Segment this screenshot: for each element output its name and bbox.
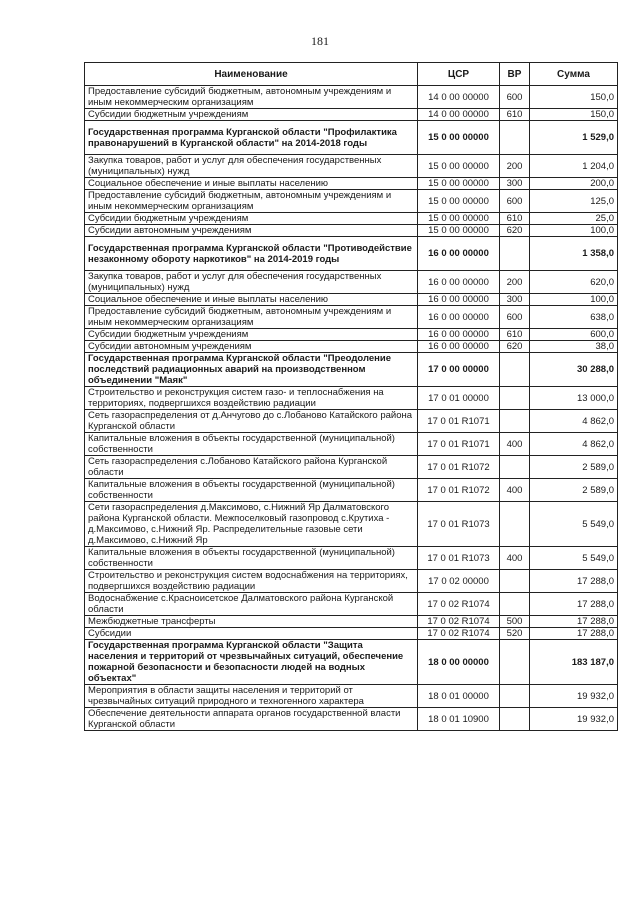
table-row — [85, 155, 618, 178]
row-csr: 18 0 00 00000 — [418, 640, 500, 685]
row-vr — [500, 410, 530, 433]
header-vr: ВР — [500, 63, 530, 86]
table-row — [85, 570, 618, 593]
row-name: Капитальные вложения в объекты государственной (муниципальной) собственности — [85, 433, 418, 456]
row-sum: 1 358,0 — [530, 237, 618, 271]
row-csr: 17 0 02 R1074 — [418, 628, 500, 640]
row-csr: 17 0 01 00000 — [418, 387, 500, 410]
row-csr: 15 0 00 00000 — [418, 213, 500, 225]
row-sum: 1 204,0 — [530, 155, 618, 178]
row-sum: 600,0 — [530, 329, 618, 341]
row-sum: 150,0 — [530, 109, 618, 121]
row-sum: 30 288,0 — [530, 353, 618, 387]
table-row — [85, 479, 618, 502]
table-row — [85, 109, 618, 121]
table-row — [85, 213, 618, 225]
row-csr: 16 0 00 00000 — [418, 306, 500, 329]
row-csr: 16 0 00 00000 — [418, 271, 500, 294]
row-sum: 125,0 — [530, 190, 618, 213]
row-csr: 17 0 01 R1071 — [418, 410, 500, 433]
table-row — [85, 225, 618, 237]
row-sum: 150,0 — [530, 86, 618, 109]
row-csr: 17 0 00 00000 — [418, 353, 500, 387]
row-vr: 620 — [500, 225, 530, 237]
header-sum: Сумма — [530, 63, 618, 86]
budget-table — [84, 62, 618, 731]
row-vr — [500, 387, 530, 410]
row-csr: 18 0 01 10900 — [418, 708, 500, 731]
row-name: Субсидии автономным учреждениям — [85, 225, 418, 237]
row-sum: 200,0 — [530, 178, 618, 190]
row-name: Субсидии бюджетным учреждениям — [85, 109, 418, 121]
row-csr: 17 0 01 R1072 — [418, 479, 500, 502]
row-vr: 300 — [500, 294, 530, 306]
row-vr — [500, 121, 530, 155]
row-sum: 2 589,0 — [530, 479, 618, 502]
row-vr: 400 — [500, 479, 530, 502]
row-csr: 16 0 00 00000 — [418, 237, 500, 271]
table-row — [85, 121, 618, 155]
row-sum: 25,0 — [530, 213, 618, 225]
table-row — [85, 341, 618, 353]
row-vr — [500, 570, 530, 593]
row-csr: 16 0 00 00000 — [418, 329, 500, 341]
row-vr: 400 — [500, 433, 530, 456]
row-name: Сети газораспределения д.Максимово, с.Нижний Яр Далматовского района Курганской области. Межпоселковый газопровод с.Крутиха - д.Максимово, с.Нижний Яр. Распределительные газовые сети д.Максимово, с.Нижний Яр — [85, 502, 418, 547]
row-csr: 18 0 01 00000 — [418, 685, 500, 708]
table-row — [85, 685, 618, 708]
table-row — [85, 271, 618, 294]
table-row — [85, 708, 618, 731]
table-row — [85, 593, 618, 616]
row-sum: 17 288,0 — [530, 570, 618, 593]
row-vr — [500, 708, 530, 731]
row-sum: 100,0 — [530, 294, 618, 306]
row-name: Субсидии — [85, 628, 418, 640]
row-name: Сеть газораспределения с.Лобаново Катайского района Курганской области — [85, 456, 418, 479]
table-row — [85, 628, 618, 640]
row-name: Государственная программа Курганской области "Противодействие незаконному обороту наркотиков" на 2014-2019 годы — [85, 237, 418, 271]
row-vr: 200 — [500, 155, 530, 178]
table-row — [85, 306, 618, 329]
row-csr: 14 0 00 00000 — [418, 86, 500, 109]
row-vr: 610 — [500, 329, 530, 341]
row-sum: 1 529,0 — [530, 121, 618, 155]
table-body — [85, 86, 618, 731]
row-name: Водоснабжение с.Красноисетское Далматовского района Курганской области — [85, 593, 418, 616]
row-name: Социальное обеспечение и иные выплаты населению — [85, 294, 418, 306]
table-row — [85, 547, 618, 570]
row-name: Социальное обеспечение и иные выплаты населению — [85, 178, 418, 190]
row-name: Межбюджетные трансферты — [85, 616, 418, 628]
row-csr: 15 0 00 00000 — [418, 155, 500, 178]
row-name: Мероприятия в области защиты населения и территорий от чрезвычайных ситуаций природного и техногенного характера — [85, 685, 418, 708]
table-row — [85, 86, 618, 109]
row-vr — [500, 685, 530, 708]
row-vr: 400 — [500, 547, 530, 570]
row-name: Государственная программа Курганской области "Профилактика правонарушений в Курганской области" на 2014-2018 годы — [85, 121, 418, 155]
row-vr — [500, 237, 530, 271]
row-csr: 15 0 00 00000 — [418, 225, 500, 237]
table-row — [85, 329, 618, 341]
row-sum: 17 288,0 — [530, 628, 618, 640]
row-sum: 100,0 — [530, 225, 618, 237]
table-row — [85, 502, 618, 547]
row-name: Обеспечение деятельности аппарата органов государственной власти Курганской области — [85, 708, 418, 731]
row-name: Предоставление субсидий бюджетным, автономным учреждениям и иным некоммерческим организациям — [85, 306, 418, 329]
row-csr: 17 0 01 R1071 — [418, 433, 500, 456]
table-row — [85, 294, 618, 306]
row-name: Строительство и реконструкция систем газо- и теплоснабжения на территориях, подвергшихся воздействию радиации — [85, 387, 418, 410]
row-vr: 600 — [500, 306, 530, 329]
row-sum: 183 187,0 — [530, 640, 618, 685]
table-row — [85, 616, 618, 628]
row-name: Субсидии автономным учреждениям — [85, 341, 418, 353]
row-csr: 17 0 01 R1073 — [418, 502, 500, 547]
row-csr: 17 0 01 R1073 — [418, 547, 500, 570]
row-sum: 2 589,0 — [530, 456, 618, 479]
row-vr — [500, 456, 530, 479]
row-name: Закупка товаров, работ и услуг для обеспечения государственных (муниципальных) нужд — [85, 271, 418, 294]
row-csr: 17 0 02 R1074 — [418, 616, 500, 628]
row-csr: 14 0 00 00000 — [418, 109, 500, 121]
row-name: Субсидии бюджетным учреждениям — [85, 213, 418, 225]
row-name: Капитальные вложения в объекты государственной (муниципальной) собственности — [85, 547, 418, 570]
row-vr: 610 — [500, 213, 530, 225]
row-vr: 200 — [500, 271, 530, 294]
row-vr: 600 — [500, 86, 530, 109]
row-vr — [500, 593, 530, 616]
row-sum: 19 932,0 — [530, 708, 618, 731]
row-name: Предоставление субсидий бюджетным, автономным учреждениям и иным некоммерческим организациям — [85, 86, 418, 109]
row-sum: 17 288,0 — [530, 616, 618, 628]
row-name: Предоставление субсидий бюджетным, автономным учреждениям и иным некоммерческим организациям — [85, 190, 418, 213]
row-csr: 15 0 00 00000 — [418, 190, 500, 213]
row-name: Сеть газораспределения от д.Анчугово до с.Лобаново Катайского района Курганской области — [85, 410, 418, 433]
row-sum: 19 932,0 — [530, 685, 618, 708]
row-csr: 15 0 00 00000 — [418, 178, 500, 190]
row-sum: 38,0 — [530, 341, 618, 353]
row-name: Капитальные вложения в объекты государственной (муниципальной) собственности — [85, 479, 418, 502]
row-name: Государственная программа Курганской области "Защита населения и территорий от чрезвычайных ситуаций, обеспечение пожарной безопасности и безопасности людей на водных объектах" — [85, 640, 418, 685]
row-csr: 17 0 02 00000 — [418, 570, 500, 593]
row-sum: 5 549,0 — [530, 502, 618, 547]
table-row — [85, 190, 618, 213]
row-sum: 4 862,0 — [530, 410, 618, 433]
row-name: Закупка товаров, работ и услуг для обеспечения государственных (муниципальных) нужд — [85, 155, 418, 178]
row-sum: 620,0 — [530, 271, 618, 294]
page-number: 181 — [311, 34, 329, 48]
row-sum: 4 862,0 — [530, 433, 618, 456]
row-sum: 5 549,0 — [530, 547, 618, 570]
row-vr: 610 — [500, 109, 530, 121]
table-row — [85, 353, 618, 387]
row-vr: 500 — [500, 616, 530, 628]
row-sum: 13 000,0 — [530, 387, 618, 410]
row-csr: 17 0 01 R1072 — [418, 456, 500, 479]
table-row — [85, 387, 618, 410]
row-vr: 300 — [500, 178, 530, 190]
table-row — [85, 410, 618, 433]
row-name: Субсидии бюджетным учреждениям — [85, 329, 418, 341]
row-vr: 600 — [500, 190, 530, 213]
table-row — [85, 433, 618, 456]
row-vr — [500, 640, 530, 685]
row-vr: 620 — [500, 341, 530, 353]
header-name: Наименование — [85, 63, 418, 86]
table-row — [85, 456, 618, 479]
row-vr — [500, 502, 530, 547]
row-name: Строительство и реконструкция систем водоснабжения на территориях, подвергшихся воздействию радиации — [85, 570, 418, 593]
table-row — [85, 237, 618, 271]
row-sum: 638,0 — [530, 306, 618, 329]
row-name: Государственная программа Курганской области "Преодоление последствий радиационных аварий на производственном объединении "Маяк" — [85, 353, 418, 387]
row-csr: 16 0 00 00000 — [418, 341, 500, 353]
table-row — [85, 640, 618, 685]
table-row — [85, 178, 618, 190]
table-header — [85, 63, 618, 86]
row-csr: 17 0 02 R1074 — [418, 593, 500, 616]
row-csr: 16 0 00 00000 — [418, 294, 500, 306]
row-sum: 17 288,0 — [530, 593, 618, 616]
row-vr — [500, 353, 530, 387]
row-csr: 15 0 00 00000 — [418, 121, 500, 155]
row-vr: 520 — [500, 628, 530, 640]
header-csr: ЦСР — [418, 63, 500, 86]
